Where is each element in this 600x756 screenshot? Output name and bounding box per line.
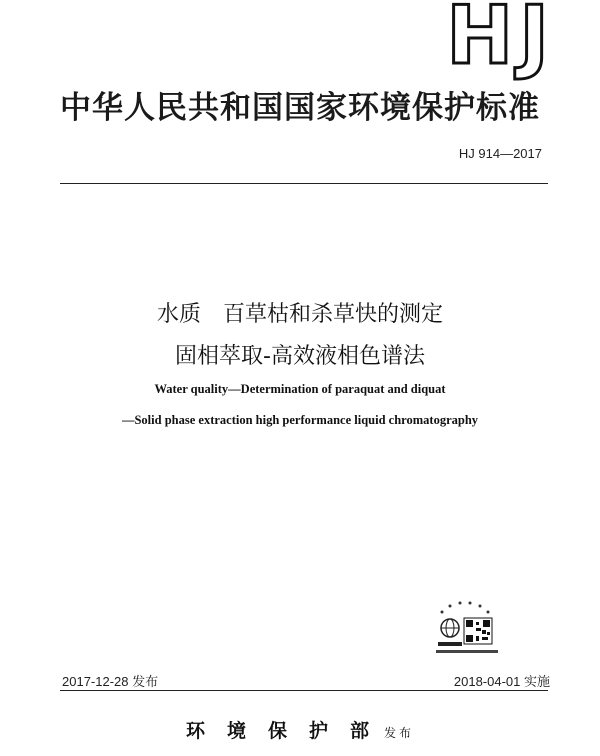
standard-body-title: 中华人民共和国国家环境保护标准 [60,90,540,126]
publisher [0,716,600,743]
bottom-divider [60,690,548,691]
implementation-date: 2018-04-01 实施 [453,674,550,689]
issue-date: 2017-12-28 发布 [62,674,159,689]
title-en-line1: Water quality—Determination of paraquat and diquat [154,382,446,396]
publisher-suffix: 发布 [384,726,415,740]
title-cn-line1: 水质 百草枯和杀草快的测定 [156,302,443,327]
title-en-line2: —Solid phase extraction high performance liquid chromatography [121,413,479,427]
publisher-seal-qr-icon [432,598,504,660]
top-divider [60,183,548,184]
publisher-name: 环境保护部 [185,720,391,742]
title-cn-line2: 固相萃取-高效液相色谱法 [175,344,425,369]
hj-logo [405,0,555,82]
standard-code: HJ 914—2017 [458,146,542,161]
hj-logo-text: HJ [446,0,555,82]
